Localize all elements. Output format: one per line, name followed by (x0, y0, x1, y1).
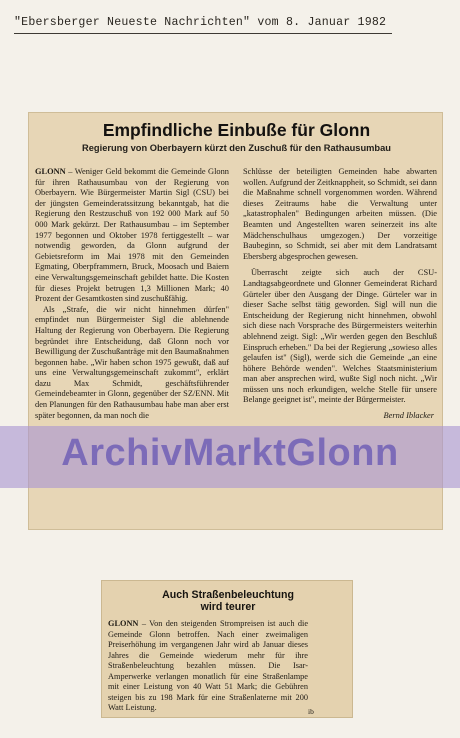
paragraph-text: – Weniger Geld bekommt die Gemeinde Glonn für ihren Rathausumbau von der Regierung von Oberbayern. Wie Bürgermeister Martin Sigl (CSU) bei der jüngsten Gemeinderatssitzung bekanntgab, hat die Regierung den Restzuschuß von 192 000 Mark auf 50 000 Mark gekürzt. Der Rathausumbau – im September 1977 begonnen und Oktober 1978 fertiggestellt – war notwendig geworden, da Glonn aufgrund der Gebietsreform im Mai 1978 mit den Gemeinden Egmating, Oberpframmern, Bruck, Moosach und Baiern eine Verwaltungsgemeinschaft gebildet hatte. Die Kosten für dieses Projekt betrugen 1,3 Millionen Mark; 40 Prozent der Gesamtkosten sind zuschußfähig. (35, 167, 229, 304)
article-column-left (35, 167, 229, 421)
article-column-right (243, 167, 437, 406)
watermark-text: ArchivMarktGlonn (61, 432, 399, 474)
article-subtitle: Regierung von Oberbayern kürzt den Zuschuß für den Rathausumbau (82, 143, 391, 153)
title-line: wird teurer (200, 601, 256, 613)
article-paragraph: Schlüsse der beteiligten Gemeinden habe abwarten wollen. Aufgrund der Zeitknappheit, so Schmidt, sei dann die Maßnahme schnell vorgenommen worden. Während dieses Zeitraums habe die Verwaltung unter „katastrophalen" Bedingungen arbeiten müssen. (Die Beamten und Angestellten waren seinerzeit ins alte Mädchenschulhaus umgezogen.) Der vorzeitige Baubeginn, so Schmidt, sei aber mit dem Landratsamt Ebersberg abgesprochen gewesen. (243, 167, 437, 261)
article-clipping-strassenbeleuchtung (101, 580, 353, 718)
paragraph-text: – Von den steigenden Strompreisen ist auch die Gemeinde Glonn betroffen. Nach einer zweimaligen Preiserhöhung im vergangenen Jahr wird ab Januar dieses Jahres die Gemeinde wiederum mehr für ihre Straßenbeleuchtung bezahlen müssen. Die Isar-Amperwerke verlangen monatlich für eine Straßenlampe mit einer Leistung von 40 Watt 51 Mark; die Gebühren steigen bis zu 198 Mark für eine Straßenlaterne mit 200 Watt Leistung. (108, 619, 308, 712)
author-initials: ib (308, 707, 314, 716)
article-paragraph (35, 167, 229, 305)
dateline: GLONN (108, 619, 139, 628)
article-author: Bernd Iblacker (383, 411, 434, 420)
article-paragraph: Überrascht zeigte sich auch der CSU-Landtagsabgeordnete und Glonner Gemeinderat Richard Gürteler über den Ausgang der Dinge. Gürteler war in dieser Sache selbst tätig geworden. Sigl will nun die Entscheidung der Regierung nicht hinnehmen, obwohl sich diese nach Vorsprache des Bürgermeisters weiterhin ablehnend zeigt. Sigl: „Wir werden gegen den Beschluß Einspruch erheben." Da bei der Regierung „sowieso alles gelaufen ist" (Sigl), werde sich die Gemeinde „an eine höhere Behörde wenden". Welches Staatsministerium man aber ansprechen wird, wußte Sigl noch nicht. „Wir müssen uns noch erkundigen, welche Stelle für unsere Belange geeignet ist", meinte der Bürgermeister. (243, 268, 437, 405)
dateline: GLONN (35, 167, 66, 176)
newspaper-source-heading: "Ebersberger Neueste Nachrichten" vom 8. Januar 1982 (14, 16, 387, 29)
heading-underline (14, 33, 392, 34)
title-line: Auch Straßenbeleuchtung (162, 589, 294, 601)
article-title: Empfindliche Einbuße für Glonn (102, 120, 371, 140)
article-paragraph (108, 619, 308, 714)
article-title (102, 589, 354, 613)
article-body (108, 619, 308, 714)
article-paragraph: Als „Strafe, die wir nicht hinnehmen dürfen" empfindet nun Bürgermeister Sigl die ablehnende Haltung der Regierung von Oberbayern. Die Regierung begründet ihre Entscheidung, daß Glonn noch vor Bewilligung der Zuschußanträge mit den Baumaßnahmen begonnen habe. „Wir haben schon 1975 gewußt, daß auf uns eine Verwaltungsgemeinschaft zukommt", erklärt dazu Max Schmidt, geschäftsführender Gemeindebeamter in Glonn, gegenüber der SZ/ENN. Mit den Planungen für den Rathausumbau habe man aber erst später begonnen, da man noch die (35, 304, 229, 420)
